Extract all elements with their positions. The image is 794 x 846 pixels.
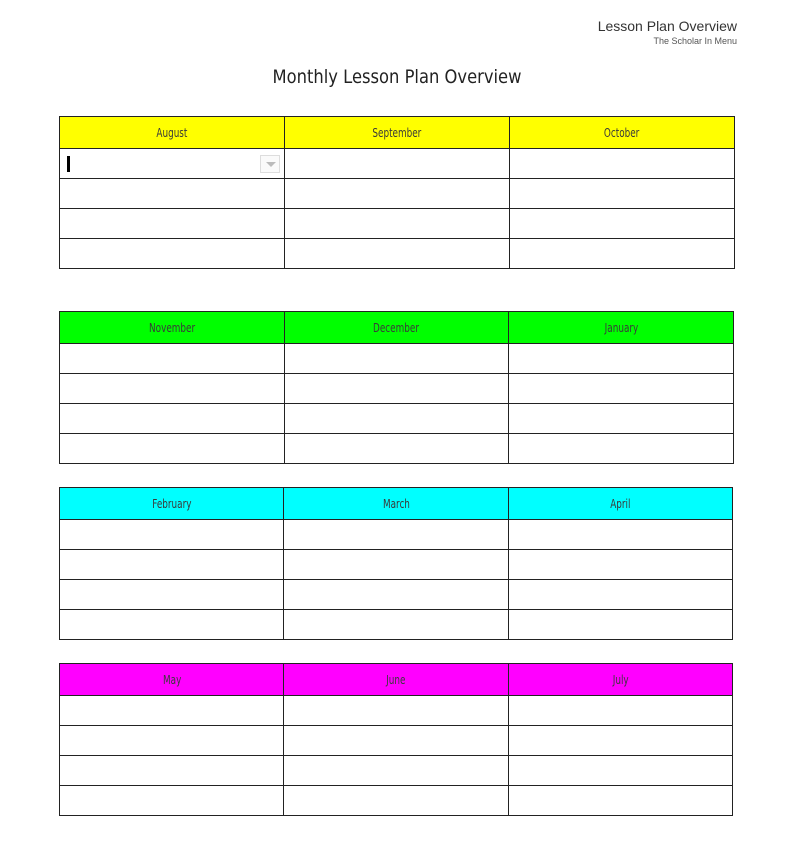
- month-header-april: April: [508, 488, 732, 520]
- table-cell[interactable]: [60, 239, 285, 269]
- table-cell[interactable]: [284, 610, 508, 640]
- table-cell[interactable]: [508, 610, 732, 640]
- table-cell[interactable]: [510, 209, 735, 239]
- month-header-july: July: [508, 664, 732, 696]
- table-cell[interactable]: [509, 344, 734, 374]
- table-cell[interactable]: [60, 404, 285, 434]
- table-header-row: [60, 664, 733, 696]
- table-row: [60, 344, 734, 374]
- table-cell[interactable]: [508, 550, 732, 580]
- table-cell[interactable]: [60, 580, 284, 610]
- table-cell[interactable]: [284, 696, 508, 726]
- table-cell[interactable]: [60, 610, 284, 640]
- table-cell[interactable]: [510, 149, 735, 179]
- table-cell[interactable]: [60, 786, 284, 816]
- header-title: Lesson Plan Overview: [597, 18, 737, 34]
- month-header-november: November: [60, 312, 285, 344]
- table-row: [60, 239, 735, 269]
- table-row: [60, 756, 733, 786]
- table-cell[interactable]: [285, 209, 510, 239]
- table-cell[interactable]: [508, 520, 732, 550]
- table-row: [60, 580, 733, 610]
- table-row: [60, 520, 733, 550]
- month-table-feb-apr: [59, 487, 733, 640]
- table-header-row: [60, 488, 733, 520]
- table-cell[interactable]: [284, 726, 508, 756]
- table-row: [60, 550, 733, 580]
- table-cell[interactable]: [509, 404, 734, 434]
- table-cell[interactable]: [508, 756, 732, 786]
- table-row: [60, 726, 733, 756]
- month-table-nov-jan: [59, 311, 734, 464]
- month-header-october: October: [510, 117, 735, 149]
- table-cell[interactable]: [284, 756, 508, 786]
- table-cell[interactable]: [60, 344, 285, 374]
- table-cell[interactable]: [508, 580, 732, 610]
- month-header-december: December: [284, 312, 509, 344]
- table-cell[interactable]: [509, 434, 734, 464]
- table-header-row: [60, 312, 734, 344]
- table-row: [60, 404, 734, 434]
- month-header-january: January: [509, 312, 734, 344]
- header-subtitle: The Scholar In Menu: [653, 36, 737, 46]
- table-row: [60, 374, 734, 404]
- table-cell[interactable]: [285, 149, 510, 179]
- month-header-june: June: [284, 664, 508, 696]
- table-cell[interactable]: [510, 239, 735, 269]
- table-cell[interactable]: [284, 786, 508, 816]
- table-row: [60, 209, 735, 239]
- table-cell[interactable]: [60, 726, 284, 756]
- table-cell[interactable]: [508, 726, 732, 756]
- table-cell[interactable]: [510, 179, 735, 209]
- table-cell[interactable]: [284, 434, 509, 464]
- table-cell[interactable]: [284, 550, 508, 580]
- page-title: Monthly Lesson Plan Overview: [272, 66, 522, 88]
- table-cell[interactable]: [60, 696, 284, 726]
- table-cell[interactable]: [284, 404, 509, 434]
- table-row: [60, 696, 733, 726]
- table-cell[interactable]: [284, 374, 509, 404]
- table-cell[interactable]: [508, 786, 732, 816]
- table-cell[interactable]: [60, 179, 285, 209]
- table-header-row: [60, 117, 735, 149]
- month-table-aug-oct: [59, 116, 735, 269]
- month-header-february: February: [60, 488, 284, 520]
- month-table-may-jul: [59, 663, 733, 816]
- month-header-september: September: [285, 117, 510, 149]
- table-row: [60, 610, 733, 640]
- table-row: [60, 149, 735, 179]
- table-cell[interactable]: [284, 580, 508, 610]
- table-cell[interactable]: [60, 374, 285, 404]
- active-cell[interactable]: [60, 149, 285, 179]
- table-cell[interactable]: [60, 550, 284, 580]
- table-cell[interactable]: [60, 434, 285, 464]
- month-header-august: August: [60, 117, 285, 149]
- table-cell[interactable]: [60, 756, 284, 786]
- table-row: [60, 786, 733, 816]
- table-cell[interactable]: [508, 696, 732, 726]
- table-cell[interactable]: [60, 209, 285, 239]
- table-cell[interactable]: [284, 344, 509, 374]
- table-row: [60, 434, 734, 464]
- document-header: [598, 17, 737, 48]
- table-cell[interactable]: [285, 239, 510, 269]
- table-cell[interactable]: [284, 520, 508, 550]
- chevron-down-icon[interactable]: [260, 155, 280, 173]
- text-cursor-icon: [67, 156, 70, 172]
- table-cell[interactable]: [60, 520, 284, 550]
- table-cell[interactable]: [509, 374, 734, 404]
- table-cell[interactable]: [285, 179, 510, 209]
- table-row: [60, 179, 735, 209]
- month-header-march: March: [284, 488, 508, 520]
- month-header-may: May: [60, 664, 284, 696]
